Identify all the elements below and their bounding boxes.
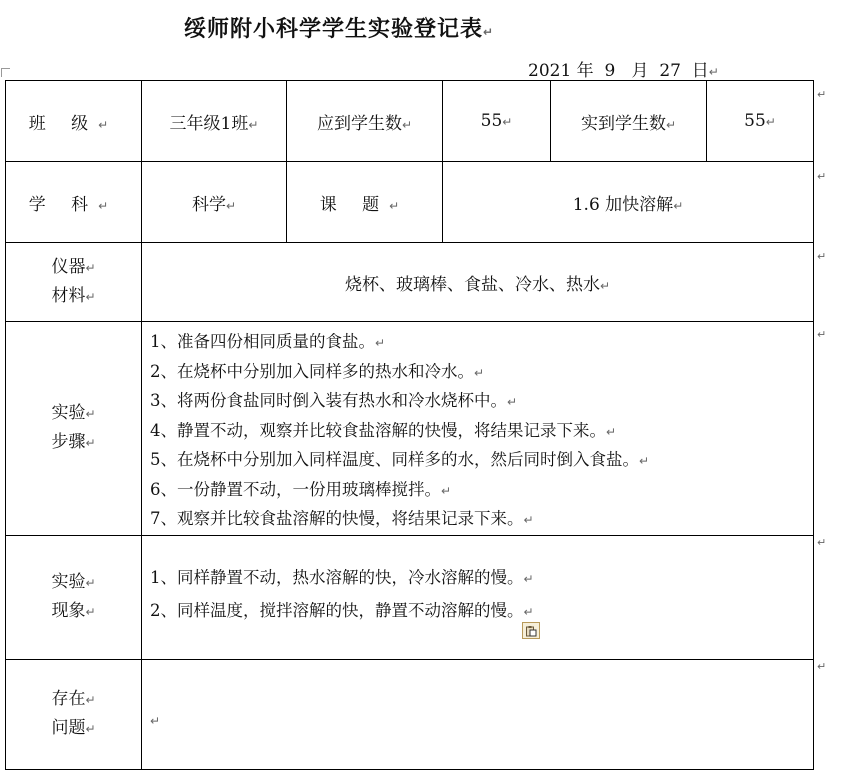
actual-students-label: 实到学生数↵: [551, 81, 707, 162]
row-end-mark: ↵: [817, 170, 827, 183]
table-row: [6, 535, 814, 659]
equipment-label: 仪器↵ 材料↵: [6, 243, 142, 322]
list-item: 7、观察并比较食盐溶解的快慢，将结果记录下来。↵: [150, 509, 534, 528]
subject-value[interactable]: 科学↵: [142, 162, 287, 243]
topic-label: 课 题↵: [287, 162, 443, 243]
phenomena-label: 实验↵ 现象↵: [6, 535, 142, 659]
steps-content[interactable]: [142, 322, 814, 536]
row-end-mark: ↵: [817, 88, 827, 101]
list-item: 3、将两份食盐同时倒入装有热水和冷水烧杯中。↵: [150, 391, 518, 410]
list-item: 2、在烧杯中分别加入同样多的热水和冷水。↵: [150, 361, 485, 381]
list-item: 4、静置不动，观察并比较食盐溶解的快慢，将结果记录下来。↵: [150, 420, 617, 440]
table-row: [6, 322, 814, 536]
class-label: 班 级↵: [6, 81, 142, 162]
row-end-mark: ↵: [817, 660, 827, 673]
expected-students-label: 应到学生数↵: [287, 81, 443, 162]
class-value[interactable]: 三年级1班↵: [142, 81, 287, 162]
topic-value[interactable]: 1.6 加快溶解↵: [443, 162, 814, 243]
clipboard-icon[interactable]: [522, 622, 540, 639]
document-date: 2021 年 9 月 27 日↵: [528, 61, 719, 81]
expected-students-value[interactable]: 55↵: [443, 81, 551, 162]
document-title: 绥师附小科学学生实验登记表↵: [184, 17, 495, 42]
row-end-mark: ↵: [817, 250, 827, 263]
issues-content[interactable]: ↵: [142, 659, 814, 769]
page-corner-mark: [1, 68, 10, 77]
steps-label: 实验↵ 步骤↵: [6, 322, 142, 536]
list-item: 1、同样静置不动，热水溶解的快，冷水溶解的慢。↵: [150, 567, 534, 587]
list-item: 6、一份静置不动，一份用玻璃棒搅拌。↵: [150, 479, 452, 499]
table-row: [6, 162, 814, 243]
list-item: 1、准备四份相同质量的食盐。↵: [150, 332, 386, 351]
issues-label: 存在↵ 问题↵: [6, 659, 142, 769]
equipment-value[interactable]: 烧杯、玻璃棒、食盐、冷水、热水↵: [142, 243, 814, 322]
subject-label: 学 科↵: [6, 162, 142, 243]
list-item: 5、在烧杯中分别加入同样温度、同样多的水，然后同时倒入食盐。↵: [150, 450, 650, 469]
actual-students-value[interactable]: 55↵: [707, 81, 814, 162]
list-item: 2、同样温度，搅拌溶解的快，静置不动溶解的慢。↵: [150, 600, 534, 620]
table-row: [6, 243, 814, 322]
table-row: [6, 659, 814, 769]
row-end-mark: ↵: [817, 536, 827, 549]
row-end-mark: ↵: [817, 328, 827, 341]
table-row: [6, 81, 814, 162]
phenomena-content[interactable]: [142, 535, 814, 659]
registration-table: [5, 80, 814, 770]
